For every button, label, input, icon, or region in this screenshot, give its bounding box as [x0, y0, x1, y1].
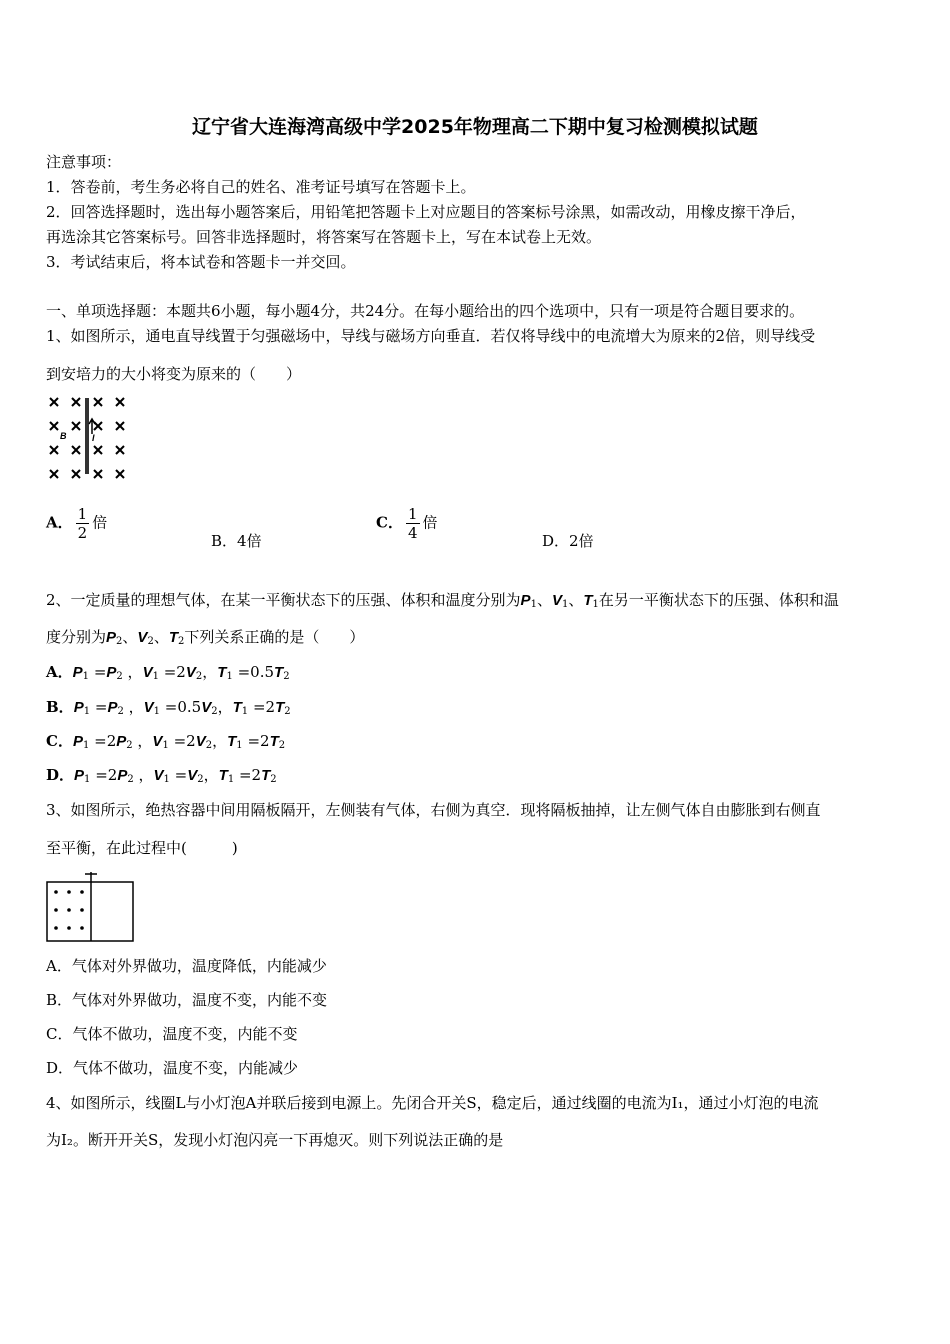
q2-option-b[interactable]: B．$P_1 =P_2$ ，$V_1 =0.5V_2$，$T_1 =2T_2$ [46, 698, 291, 717]
field-cross-icon [50, 470, 58, 478]
q2-stem-line1: 2、一定质量的理想气体，在某一平衡状态下的压强、体积和温度分别为$P_1$、$V_1$、$T_1$在另一平衡状态下的压强、体积和温 [46, 591, 839, 610]
option-label: C． [376, 513, 403, 532]
q4-stem-line1: 4、如图所示，线圈L与小灯泡A并联后接到电源上。先闭合开关S，稳定后，通过线圈的电流为I₁，通过小灯泡的电流 [46, 1094, 819, 1112]
q1-magnetic-field-figure [46, 392, 132, 484]
notice-item: 3．考试结束后，将本试卷和答题卡一并交回。 [46, 253, 356, 271]
notice-item: 2．回答选择题时，选出每小题答案后，用铅笔把答题卡上对应题目的答案标号涂黑，如需改动，用橡皮擦干净后， [46, 203, 806, 221]
q3-container-figure [46, 870, 136, 944]
option-label: A． [46, 513, 73, 532]
field-cross-icon [94, 398, 102, 406]
field-cross-icon [72, 470, 80, 478]
field-cross-icon [116, 470, 124, 478]
field-cross-icon [50, 446, 58, 454]
q3-option-b[interactable]: B．气体对外界做功，温度不变，内能不变 [46, 991, 328, 1009]
q2-option-c[interactable]: C．$P_1 =2P_2$ ，$V_1 =2V_2$，$T_1 =2T_2$ [46, 732, 286, 751]
field-cross-icon [72, 446, 80, 454]
q1-option-b[interactable]: B．4倍 [211, 532, 262, 550]
field-cross-icon [116, 422, 124, 430]
field-label-b: B [60, 431, 67, 441]
current-label-i: I [92, 433, 95, 443]
q3-option-d[interactable]: D．气体不做功，温度不变，内能减少 [46, 1059, 299, 1077]
field-cross-icon [94, 446, 102, 454]
field-cross-icon [72, 398, 80, 406]
q1-option-d[interactable]: D．2倍 [542, 532, 594, 550]
q2-option-a[interactable]: A．$P_1 =P_2$ ，$V_1 =2V_2$，$T_1 =0.5T_2$ [46, 663, 290, 682]
wire-icon [85, 398, 89, 474]
q2-stem-line2: 度分别为$P_2$、$V_2$、$T_2$下列关系正确的是（ ） [46, 628, 365, 647]
q4-stem-line2: 为I₂。断开开关S，发现小灯泡闪亮一下再熄灭。则下列说法正确的是 [46, 1131, 504, 1149]
field-cross-icon [72, 422, 80, 430]
field-cross-icon [50, 398, 58, 406]
option-unit: 倍 [92, 513, 108, 532]
notice-item: 1．答卷前，考生务必将自己的姓名、准考证号填写在答题卡上。 [46, 178, 476, 196]
current-arrow-icon [89, 419, 95, 434]
container-box [47, 882, 133, 941]
field-cross-icon [116, 398, 124, 406]
notice-item: 再选涂其它答案标号。回答非选择题时，将答案写在答题卡上，写在本试卷上无效。 [46, 228, 602, 246]
page-title: 辽宁省大连海湾高级中学2025年物理高二下期中复习检测模拟试题 [192, 116, 758, 138]
field-cross-icon [50, 422, 58, 430]
q3-stem-line1: 3、如图所示，绝热容器中间用隔板隔开，左侧装有气体，右侧为真空．现将隔板抽掉，让左侧气体自由膨胀到右侧直 [46, 801, 821, 819]
fraction: $\frac{1}{4}$ [407, 505, 418, 542]
q1-stem-line2: 到安培力的大小将变为原来的（ ） [46, 365, 302, 383]
q3-option-a[interactable]: A．气体对外界做功，温度降低，内能减少 [46, 957, 327, 975]
notice-heading: 注意事项： [46, 153, 122, 171]
q2-option-d[interactable]: D．$P_1 =2P_2$ ，$V_1 =V_2$，$T_1 =2T_2$ [46, 766, 277, 785]
fraction: $\frac{1}{2}$ [77, 505, 88, 542]
q1-option-c[interactable] [376, 505, 438, 542]
q1-stem-line1: 1、如图所示，通电直导线置于匀强磁场中，导线与磁场方向垂直．若仅将导线中的电流增大为原来的2倍，则导线受 [46, 327, 816, 345]
q3-option-c[interactable]: C．气体不做功，温度不变，内能不变 [46, 1025, 298, 1043]
gas-molecules-icon [54, 890, 84, 930]
field-cross-icon [116, 446, 124, 454]
section-heading: 一、单项选择题：本题共6小题，每小题4分，共24分。在每小题给出的四个选项中，只有一项是符合题目要求的。 [46, 302, 805, 320]
option-unit: 倍 [422, 513, 438, 532]
q3-stem-line2: 至平衡，在此过程中( ) [46, 839, 238, 857]
field-cross-icon [94, 470, 102, 478]
q1-option-a[interactable] [46, 505, 107, 542]
